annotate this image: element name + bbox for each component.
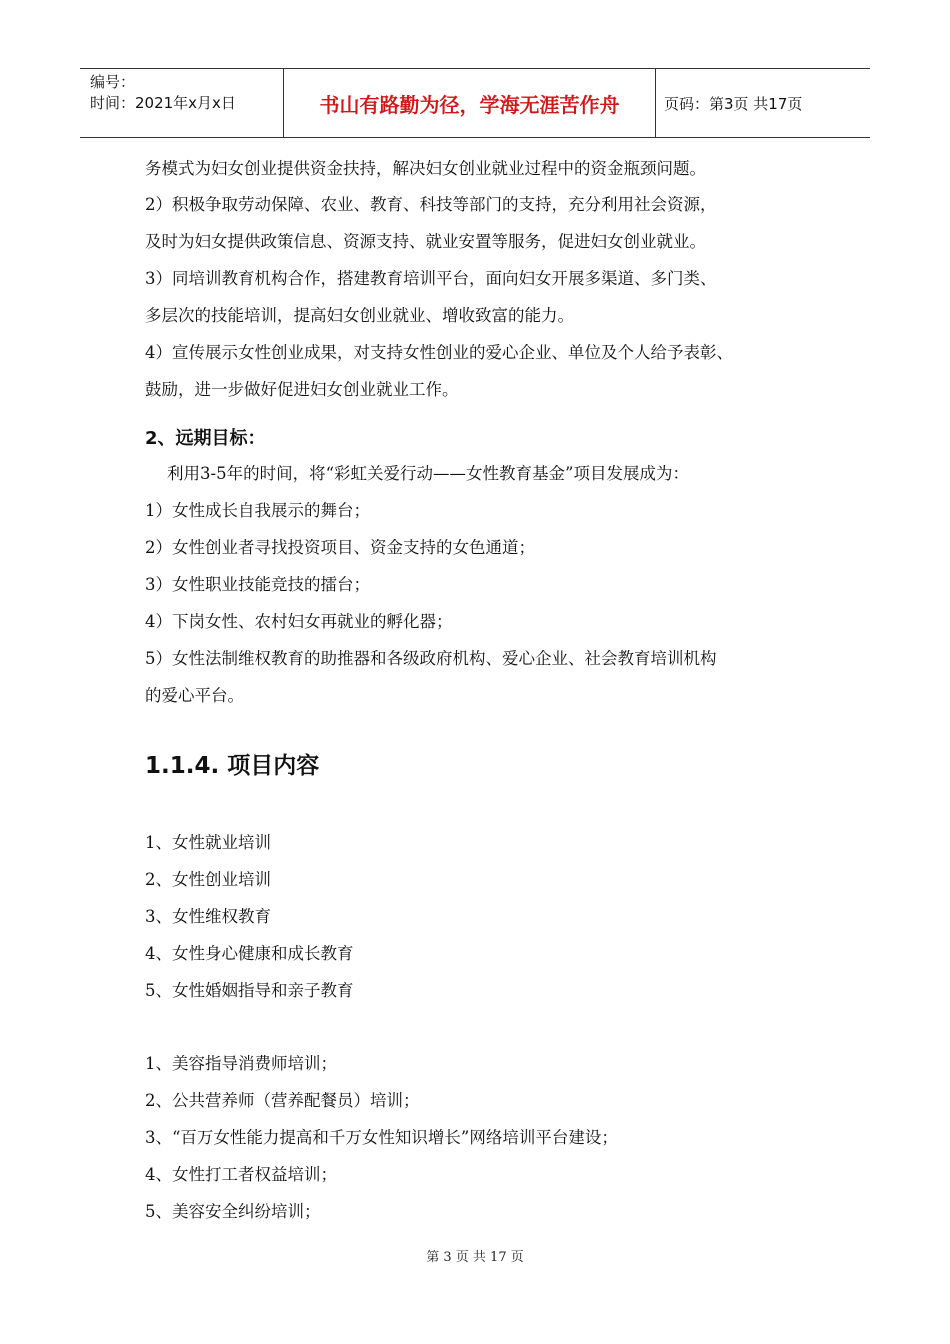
paragraph-line: 2）积极争取劳动保障、农业、教育、科技等部门的支持，充分利用社会资源，: [145, 195, 717, 214]
long-term-intro: 利用3-5年的时间，将“彩虹关爱行动——女性教育基金”项目发展成为：: [167, 464, 689, 483]
long-term-item: 4）下岗女性、农村妇女再就业的孵化器；: [145, 612, 453, 631]
document-time-label: 时间：2021年x月x日: [90, 94, 236, 112]
long-term-item: 的爱心平台。: [145, 686, 244, 705]
training-item: 4、女性打工者权益培训；: [145, 1165, 337, 1184]
header-motto: 书山有路勤为径，学海无涯苦作舟: [283, 69, 656, 137]
paragraph-line: 及时为妇女提供政策信息、资源支持、就业安置等服务，促进妇女创业就业。: [145, 232, 706, 251]
document-body: [145, 154, 835, 1223]
paragraph-line: 3）同培训教育机构合作，搭建教育培训平台，面向妇女开展多渠道、多门类、: [145, 269, 717, 288]
long-term-item: 2）女性创业者寻找投资项目、资金支持的女色通道；: [145, 538, 535, 557]
paragraph-line: 鼓励，进一步做好促进妇女创业就业工作。: [145, 380, 459, 399]
page-header: [80, 68, 870, 138]
training-item: 5、美容安全纠纷培训；: [145, 1202, 321, 1221]
content-item: 2、女性创业培训: [145, 870, 271, 889]
document-number-label: 编号：: [90, 73, 136, 91]
long-term-item: 1）女性成长自我展示的舞台；: [145, 501, 370, 520]
long-term-item: 3）女性职业技能竞技的擂台；: [145, 575, 370, 594]
content-item: 4、女性身心健康和成长教育: [145, 944, 354, 963]
section-heading: 1.1.4. 项目内容: [145, 753, 320, 779]
long-term-goal-heading: 2、远期目标：: [145, 428, 266, 449]
header-meta: [80, 69, 283, 137]
content-item: 3、女性维权教育: [145, 907, 271, 926]
paragraph-line: 4）宣传展示女性创业成果，对支持女性创业的爱心企业、单位及个人给予表彰、: [145, 343, 733, 362]
training-item: 2、公共营养师（营养配餐员）培训；: [145, 1091, 420, 1110]
page-footer: 第 3 页 共 17 页: [426, 1250, 524, 1265]
content-item: 1、女性就业培训: [145, 833, 271, 852]
long-term-item: 5）女性法制维权教育的助推器和各级政府机构、爱心企业、社会教育培训机构: [145, 649, 717, 668]
content-item: 5、女性婚姻指导和亲子教育: [145, 981, 354, 1000]
training-item: 1、美容指导消费师培训；: [145, 1054, 337, 1073]
header-page-info: 页码：第3页 共17页: [664, 94, 803, 113]
paragraph-line: 多层次的技能培训，提高妇女创业就业、增收致富的能力。: [145, 306, 574, 325]
training-item: 3、“百万女性能力提高和千万女性知识增长”网络培训平台建设；: [145, 1128, 618, 1147]
paragraph-line: 务模式为妇女创业提供资金扶持，解决妇女创业就业过程中的资金瓶颈问题。: [145, 159, 706, 178]
